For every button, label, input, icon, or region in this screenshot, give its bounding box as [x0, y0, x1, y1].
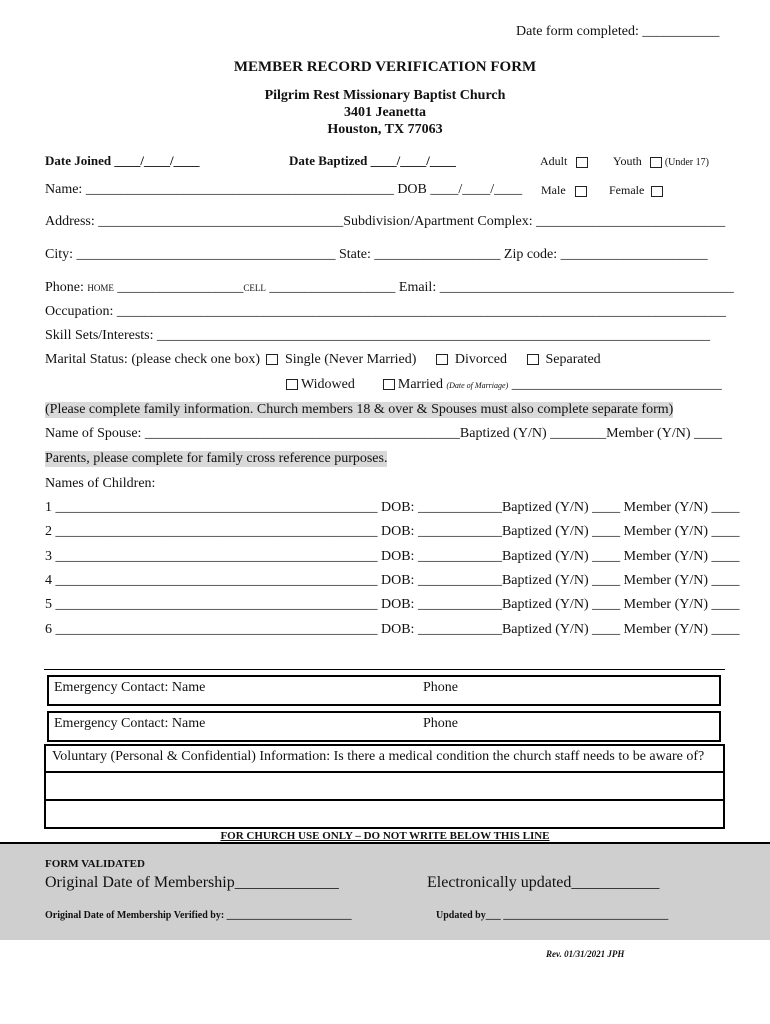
child-name-line[interactable]: ______________________________________________ — [55, 573, 378, 588]
cell-email-line[interactable]: __________________ Email: __________________________________________ — [265, 280, 734, 295]
child-baptized[interactable]: Baptized (Y/N) ____ — [501, 573, 621, 588]
child-member[interactable]: Member (Y/N) ____ — [623, 500, 740, 515]
date-of-marriage-label: (Date of Marriage) — [446, 381, 509, 390]
emergency-contact-2-box[interactable] — [47, 711, 721, 742]
separated-checkbox[interactable] — [527, 354, 539, 365]
parents-note: Parents, please complete for family cross reference purposes. — [45, 451, 388, 466]
child-row[interactable] — [45, 573, 740, 589]
male-label: Male — [541, 183, 566, 197]
child-dob[interactable]: DOB: ____________ — [381, 549, 502, 564]
church-use-notice: FOR CHURCH USE ONLY – DO NOT WRITE BELOW THIS LINE — [220, 830, 550, 842]
occupation-field[interactable]: Occupation: _______________________________________________________________________________________ — [45, 304, 726, 319]
date-form-completed[interactable]: Date form completed: ___________ — [516, 24, 720, 39]
adult-option[interactable] — [540, 154, 591, 169]
emergency-top-rule — [44, 669, 725, 670]
divorced-checkbox[interactable] — [436, 354, 448, 365]
widowed-checkbox[interactable] — [286, 379, 298, 390]
emergency-contact-1-phone-label: Phone — [423, 680, 458, 695]
child-baptized[interactable]: Baptized (Y/N) ____ — [501, 500, 621, 515]
form-validated-label: FORM VALIDATED — [45, 858, 145, 870]
divorced-label: Divorced — [454, 352, 507, 367]
emergency-contact-2-name-label: Emergency Contact: Name — [54, 716, 206, 731]
voluntary-info-line-2[interactable] — [44, 801, 725, 829]
child-number: 5 — [45, 597, 52, 612]
adult-label: Adult — [540, 154, 568, 168]
male-option[interactable] — [541, 183, 590, 198]
voluntary-info-header — [44, 744, 725, 773]
children-label: Names of Children: — [45, 476, 156, 491]
female-checkbox[interactable] — [651, 186, 663, 197]
marriage-date-line[interactable]: ______________________________ — [508, 377, 722, 392]
child-dob[interactable]: DOB: ____________ — [381, 597, 502, 612]
child-name-line[interactable]: ______________________________________________ — [55, 524, 378, 539]
address-field[interactable]: Address: ___________________________________Subdivision/Apartment Complex: ___________________________ — [45, 214, 726, 229]
under17-label: (Under 17) — [664, 157, 709, 168]
child-row[interactable] — [45, 524, 740, 540]
child-member[interactable]: Member (Y/N) ____ — [623, 622, 740, 637]
child-number: 1 — [45, 500, 52, 515]
female-option[interactable] — [609, 183, 666, 198]
female-label: Female — [609, 183, 645, 197]
child-number: 3 — [45, 549, 52, 564]
verified-by-field[interactable]: Original Date of Membership Verified by: _________________________ — [45, 910, 352, 921]
child-number: 6 — [45, 622, 52, 637]
name-dob-field[interactable]: Name: ____________________________________________ DOB ____/____/____ — [45, 182, 523, 197]
child-row[interactable] — [45, 549, 740, 565]
spouse-field[interactable]: Name of Spouse: _____________________________________________Baptized (Y/N) ________Member (Y/N) ____ — [45, 426, 722, 441]
youth-option[interactable] — [613, 154, 709, 169]
church-street: 3401 Jeanetta — [343, 105, 427, 120]
phone-label: Phone: — [45, 280, 84, 295]
city-state-zip-field[interactable]: City: _____________________________________ State: __________________ Zip code: _____________________ — [45, 247, 708, 262]
church-city: Houston, TX 77063 — [327, 122, 443, 137]
child-baptized[interactable]: Baptized (Y/N) ____ — [501, 549, 621, 564]
voluntary-info-line-1[interactable] — [44, 773, 725, 801]
cell-label: CELL — [243, 283, 266, 293]
child-member[interactable]: Member (Y/N) ____ — [623, 549, 740, 564]
date-baptized-field[interactable]: Date Baptized ____/____/____ — [289, 153, 456, 168]
child-number: 2 — [45, 524, 52, 539]
male-checkbox[interactable] — [575, 186, 587, 197]
date-joined-field[interactable]: Date Joined ____/____/____ — [45, 153, 200, 168]
electronically-updated-field[interactable]: Electronically updated___________ — [427, 874, 660, 891]
family-note: (Please complete family information. Church members 18 & over & Spouses must also complete separate form) — [45, 402, 674, 417]
home-label: HOME — [87, 283, 114, 293]
child-dob[interactable]: DOB: ____________ — [381, 573, 502, 588]
original-date-field[interactable]: Original Date of Membership_____________ — [45, 874, 339, 891]
child-baptized[interactable]: Baptized (Y/N) ____ — [501, 597, 621, 612]
married-checkbox[interactable] — [383, 379, 395, 390]
marital-status-row-2 — [286, 377, 722, 393]
single-checkbox[interactable] — [266, 354, 278, 365]
marital-status-row — [45, 352, 601, 368]
child-row[interactable] — [45, 622, 740, 638]
child-name-line[interactable]: ______________________________________________ — [55, 597, 378, 612]
emergency-contact-1-box[interactable] — [47, 675, 721, 706]
form-title: MEMBER RECORD VERIFICATION FORM — [233, 59, 537, 75]
child-member[interactable]: Member (Y/N) ____ — [623, 573, 740, 588]
child-number: 4 — [45, 573, 52, 588]
child-name-line[interactable]: ______________________________________________ — [55, 622, 378, 637]
emergency-contact-1-name-label: Emergency Contact: Name — [54, 680, 206, 695]
child-dob[interactable]: DOB: ____________ — [381, 500, 502, 515]
child-dob[interactable]: DOB: ____________ — [381, 622, 502, 637]
marital-label: Marital Status: (please check one box) — [45, 352, 260, 367]
church-name: Pilgrim Rest Missionary Baptist Church — [264, 88, 506, 103]
child-member[interactable]: Member (Y/N) ____ — [623, 597, 740, 612]
adult-checkbox[interactable] — [576, 157, 588, 168]
child-row[interactable] — [45, 597, 740, 613]
single-label: Single (Never Married) — [284, 352, 417, 367]
church-use-section — [0, 842, 770, 940]
revision-note: Rev. 01/31/2021 JPH — [546, 949, 625, 959]
emergency-contact-2-phone-label: Phone — [423, 716, 458, 731]
updated-by-field[interactable]: Updated by___ _________________________________ — [436, 910, 669, 921]
child-row[interactable] — [45, 500, 740, 516]
phone-email-field[interactable] — [45, 280, 734, 296]
youth-checkbox[interactable] — [650, 157, 662, 168]
widowed-label: Widowed — [301, 377, 355, 392]
separated-label: Separated — [545, 352, 601, 367]
home-phone-line[interactable]: __________________ — [113, 280, 244, 295]
child-baptized[interactable]: Baptized (Y/N) ____ — [501, 524, 621, 539]
married-label: Married — [397, 377, 443, 392]
voluntary-info-label: Voluntary (Personal & Confidential) Information: Is there a medical condition the church staff needs to be aware of? — [52, 749, 705, 764]
child-member[interactable]: Member (Y/N) ____ — [623, 524, 740, 539]
skills-field[interactable]: Skill Sets/Interests: _______________________________________________________________________________ — [45, 328, 710, 343]
youth-label: Youth — [613, 154, 642, 168]
child-name-line[interactable]: ______________________________________________ — [55, 500, 378, 515]
child-dob[interactable]: DOB: ____________ — [381, 524, 502, 539]
child-name-line[interactable]: ______________________________________________ — [55, 549, 378, 564]
child-baptized[interactable]: Baptized (Y/N) ____ — [501, 622, 621, 637]
